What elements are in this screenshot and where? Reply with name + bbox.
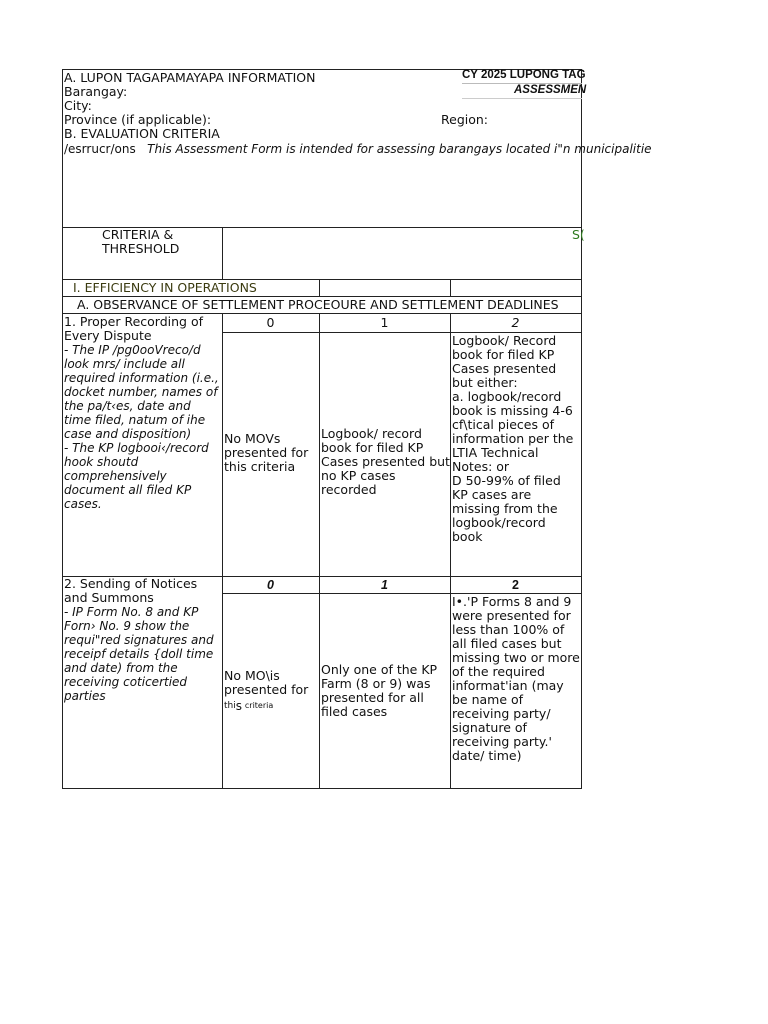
row2-col0-criteria: criteria — [244, 701, 274, 710]
row2-score-2: 2 — [512, 578, 519, 592]
section1-div-1 — [319, 279, 320, 296]
row1-desc-2: - The KP logbooi‹/record hook shoutd comprehensively document all filed KP cases. — [64, 441, 209, 511]
title-underline-2 — [462, 98, 582, 99]
row2-score-1: 1 — [381, 578, 388, 592]
row2-div-criteria — [222, 576, 223, 789]
frame-left-line — [62, 69, 63, 789]
score-header-partial: S( — [572, 227, 585, 242]
form-title-line2: ASSESSMEN — [514, 84, 587, 96]
instructions-label: /esrrucr/ons — [64, 142, 136, 156]
row1-col1-text: Logbook/ record book for filed KP Cases presented but no KP cases recorded — [321, 426, 450, 497]
barangay-label: Barangay: — [64, 84, 128, 99]
row2-col0-tail — [224, 701, 273, 711]
row2-col0-s: s — [235, 699, 242, 713]
instructions-text: This Assessment Form is intended for assessing barangays located i"n municipalitie — [147, 142, 652, 156]
row1-col2-text: Logbook/ Record book for filed KP Cases presented but either: a. logbook/record book is missing 4-6 cf\tical pieces of information per the LTIA Technical Notes: or D 50-99% of filed KP cases are missing from the logbook/record book — [452, 333, 574, 544]
row2-desc: - IP Form No. 8 and KP Forn› No. 9 show the requi"red signatures and receipf details {doll time and date) from the receiving coticertied parties — [64, 605, 214, 703]
section-a-heading: A. LUPON TAGAPAMAYAPA INFORMATION — [64, 70, 316, 85]
row2-div-1 — [319, 576, 320, 789]
province-label: Province (if applicable): — [64, 112, 212, 127]
section1-div-2 — [450, 279, 451, 296]
row2-score-0: 0 — [267, 578, 274, 592]
form-title-line1: CY 2025 LUPONG TAG — [462, 69, 586, 81]
row2-title: 2. Sending of Notices and Summons — [64, 576, 198, 605]
frame-right-line — [581, 69, 582, 789]
row1-score-2: 2 — [511, 315, 520, 330]
row2-col0-thi: thi — [224, 701, 236, 711]
section-observance-heading: A. OBSERVANCE OF SETTLEMENT PROCEOURE AND SETTLEMENT DEADLINES — [77, 297, 559, 312]
row1-col0-text: No MOVs presented for this criteria — [224, 431, 309, 474]
row2-div-2 — [450, 576, 451, 789]
row2-col2-text: I•.'P Forms 8 and 9 were presented for less than 100% of all filed cases but missing two or more of the required informat'ian (may be name of receiving party/ signature of receiving party.' date/ time) — [452, 594, 580, 763]
region-label: Region: — [441, 112, 489, 127]
row1-div-criteria — [222, 313, 223, 576]
section-b-heading: B. EVALUATION CRITERIA — [64, 126, 220, 141]
row1-div-1 — [319, 313, 320, 576]
row1-div-2 — [450, 313, 451, 576]
row2-col0-text — [224, 669, 318, 713]
instructions-line — [64, 142, 652, 156]
row1-desc-1: - The IP /pg0ooVreco/d look mrs/ include all required information (i.e., docket number, names of the pa/t‹es, date and time filed, natum of ihe case and disposition) — [64, 343, 219, 441]
city-label: City: — [64, 98, 92, 113]
row1-score-1: 1 — [380, 315, 389, 330]
row1-title: 1. Proper Recording of Every Dispute — [64, 314, 204, 343]
section-efficiency-heading: I. EFFICIENCY IN OPERATIONS — [73, 280, 257, 295]
table-bottom-line — [62, 788, 582, 789]
row2-col0-main: No MO\is presented for — [224, 668, 309, 697]
criteria-col-divider-top — [222, 227, 223, 279]
criteria-header: CRITERIA & THRESHOLD — [102, 227, 180, 256]
row1-score-0: 0 — [266, 315, 275, 330]
row2-col1-text: Only one of the KP Farm (8 or 9) was presented for all filed cases — [321, 662, 438, 719]
